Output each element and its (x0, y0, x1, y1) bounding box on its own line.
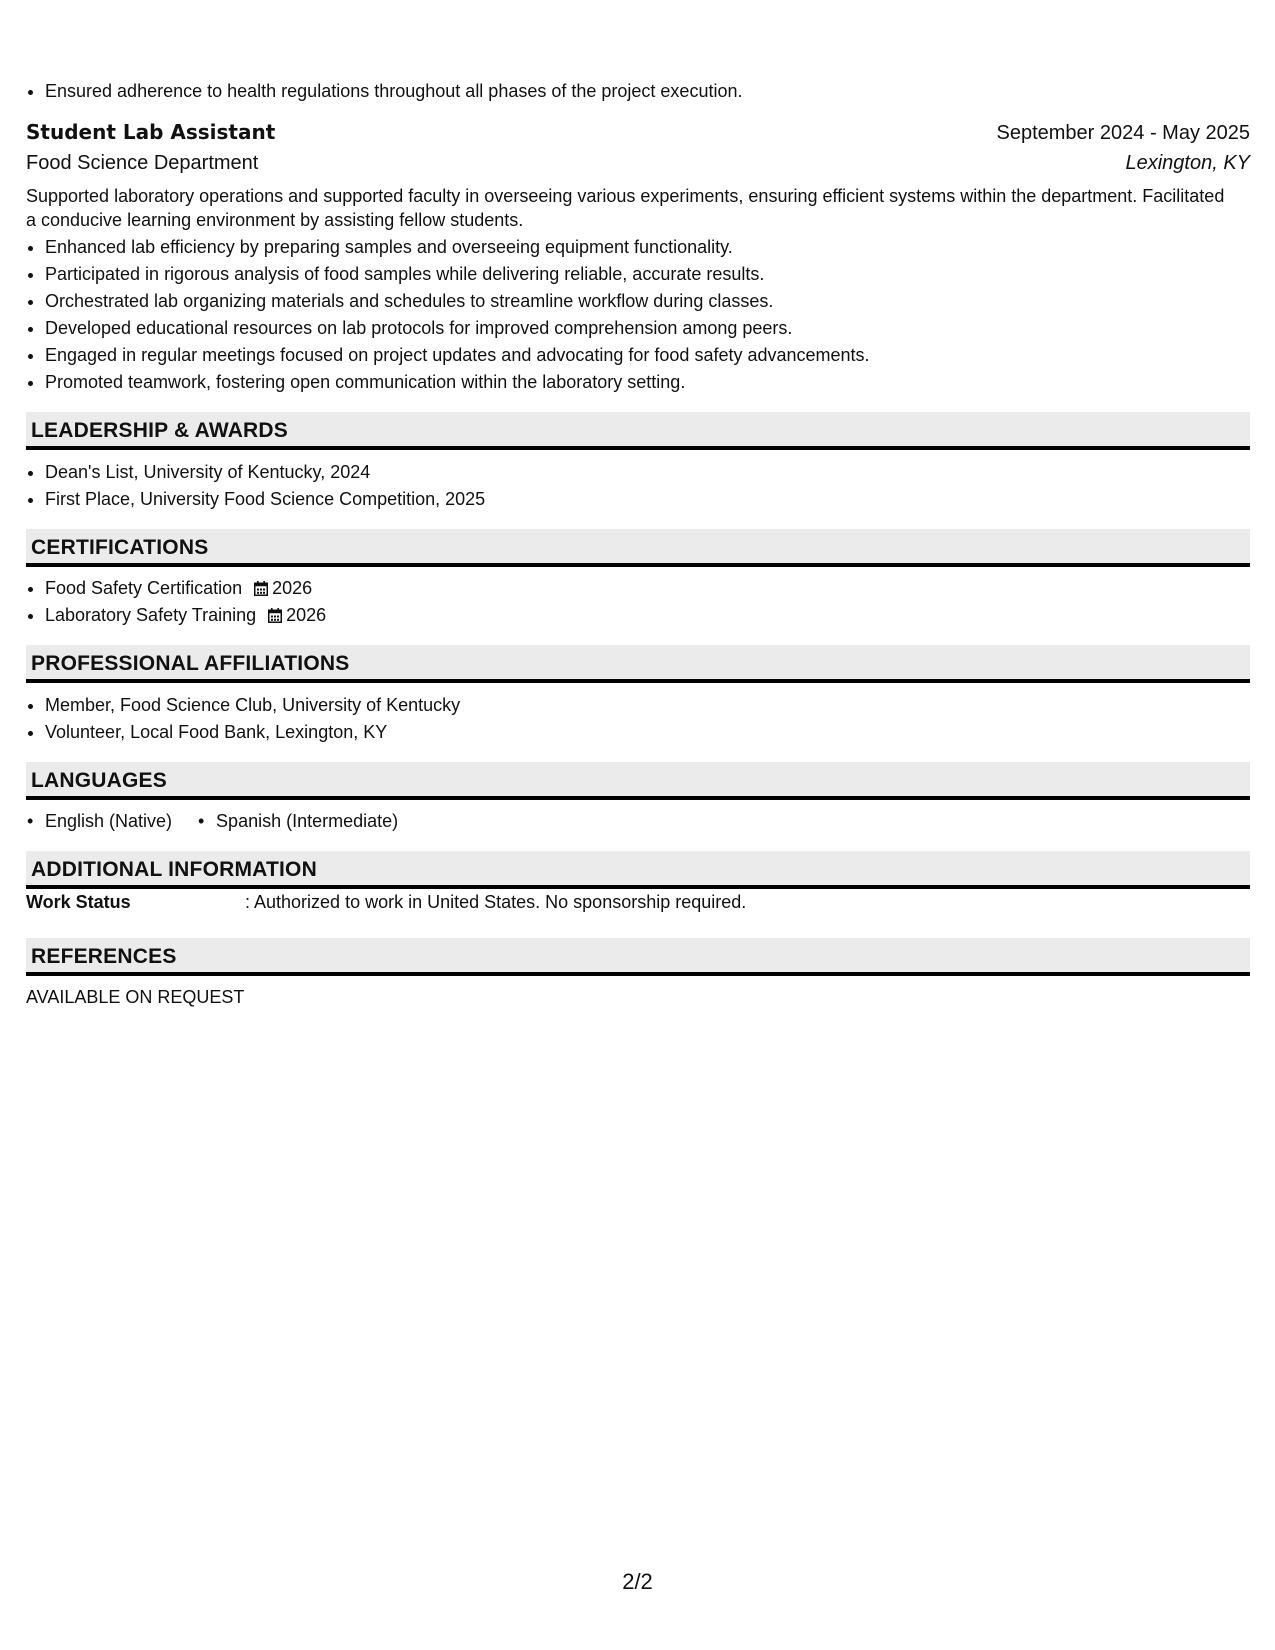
job-entry (26, 117, 1250, 396)
certification-name: Laboratory Safety Training (45, 605, 257, 625)
section-header-languages (26, 762, 1250, 800)
calendar-icon (254, 581, 268, 596)
job-title: Student Lab Assistant (26, 120, 276, 144)
work-status-value: : Authorized to work in United States. No sponsorship required. (245, 892, 747, 912)
list-item: • Member, Food Science Club, University of Kentucky (45, 692, 1269, 719)
section-header-additional-info (26, 851, 1250, 889)
section-title: PROFESSIONAL AFFILIATIONS (31, 652, 350, 675)
section-title: ADDITIONAL INFORMATION (31, 858, 317, 881)
certification-item (45, 575, 1269, 602)
work-status-label: Work Status (26, 892, 131, 912)
leadership-list (26, 459, 1269, 513)
job-dates: September 2024 - May 2025 (996, 122, 1250, 144)
section-title: CERTIFICATIONS (31, 536, 209, 559)
page-number: 2/2 (622, 1569, 653, 1594)
previous-job-bullets (26, 78, 1269, 105)
section-title: REFERENCES (31, 945, 177, 968)
section-header-affiliations (26, 645, 1250, 683)
section-header-references (26, 938, 1250, 976)
list-item: • Enhanced lab efficiency by preparing samples and overseeing equipment functionality. (45, 234, 1250, 261)
list-item: • First Place, University Food Science Competition, 2025 (45, 486, 1269, 513)
language-item: • English (Native) (26, 808, 172, 835)
certification-year: 2026 (272, 578, 313, 598)
list-item: • Engaged in regular meetings focused on project updates and advocating for food safety advancements. (45, 342, 1250, 369)
language-item: • Spanish (Intermediate) (197, 808, 398, 835)
list-item: • Dean's List, University of Kentucky, 2024 (45, 459, 1269, 486)
calendar-icon (268, 608, 282, 623)
section-header-certifications (26, 529, 1250, 567)
affiliations-list (26, 692, 1269, 746)
job-organization: Food Science Department (26, 152, 259, 174)
job-location: Lexington, KY (1125, 152, 1250, 174)
certification-item (45, 602, 1269, 629)
job-bullets (26, 234, 1250, 396)
list-item: • Participated in rigorous analysis of food samples while delivering reliable, accurate results. (45, 261, 1250, 288)
section-header-leadership (26, 412, 1250, 450)
section-title: LANGUAGES (31, 769, 167, 792)
job-description: Supported laboratory operations and supported faculty in overseeing various experiments, ensuring efficient systems within the department. Facilitated a conducive learning environment by assisting fellow students. (26, 186, 1225, 230)
languages-list (26, 808, 1250, 835)
list-item: • Developed educational resources on lab protocols for improved comprehension among peers. (45, 315, 1250, 342)
certifications-list (26, 575, 1269, 629)
list-item: • Promoted teamwork, fostering open communication within the laboratory setting. (45, 369, 1250, 396)
certification-year: 2026 (286, 605, 327, 625)
list-item: • Volunteer, Local Food Bank, Lexington, KY (45, 719, 1269, 746)
section-title: LEADERSHIP & AWARDS (31, 419, 288, 442)
list-item: • Orchestrated lab organizing materials and schedules to streamline workflow during classes. (45, 288, 1250, 315)
certification-name: Food Safety Certification (45, 578, 243, 598)
list-item: • Ensured adherence to health regulations throughout all phases of the project execution. (45, 78, 1269, 105)
references-text: AVAILABLE ON REQUEST (26, 987, 245, 1007)
